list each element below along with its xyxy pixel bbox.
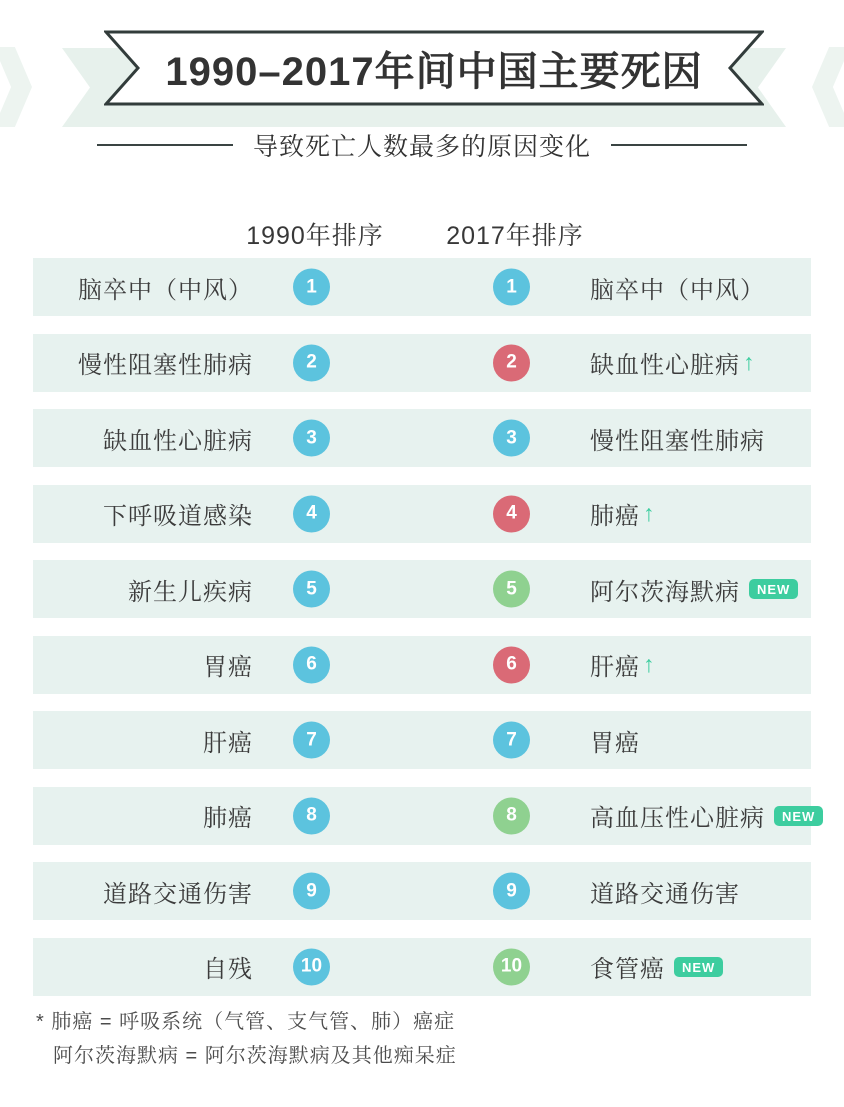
new-badge: NEW — [674, 957, 723, 977]
cause-label-1990: 脑卒中（中风） — [78, 276, 253, 304]
cause-label-1990: 道路交通伤害 — [103, 880, 253, 908]
table-row — [33, 787, 816, 845]
table-row — [33, 711, 811, 769]
subtitle-row — [0, 128, 844, 162]
subtitle-rule-left — [97, 144, 233, 146]
table-row — [33, 258, 811, 316]
cause-label-2017: 脑卒中（中风） — [590, 276, 765, 304]
cause-cell-2017 — [590, 636, 656, 694]
cause-label-2017: 肝癌 — [590, 654, 640, 681]
cause-label-2017: 肺癌 — [590, 503, 640, 530]
rank-badge-1990: 5 — [293, 571, 330, 608]
subtitle-rule-right — [611, 144, 747, 146]
rank-badge-1990: 2 — [293, 344, 330, 381]
cause-cell-2017 — [590, 938, 723, 996]
cause-label-1990: 肺癌 — [203, 805, 253, 832]
rank-up-arrow-icon: ↑ — [643, 500, 656, 526]
table-row — [33, 862, 811, 920]
cause-cell-2017 — [590, 409, 765, 467]
rank-badge-1990: 10 — [293, 948, 330, 985]
cause-cell-2017 — [590, 787, 823, 845]
page-subtitle: 导致死亡人数最多的原因变化 — [252, 133, 591, 161]
cause-label-2017: 食管癌 — [590, 956, 665, 983]
cause-label-2017: 缺血性心脏病 — [590, 352, 740, 379]
table-row — [33, 560, 811, 618]
cause-label-2017: 高血压性心脏病 — [590, 805, 765, 832]
rank-up-arrow-icon: ↑ — [643, 651, 656, 677]
rank-badge-2017: 9 — [493, 873, 530, 910]
rank-badge-2017: 10 — [493, 948, 530, 985]
cause-label-1990: 缺血性心脏病 — [103, 427, 253, 455]
cause-label-2017: 道路交通伤害 — [590, 880, 740, 908]
column-header-2017: 2017年排序 — [446, 222, 584, 250]
column-header-1990: 1990年排序 — [246, 222, 384, 250]
table-row — [33, 938, 811, 996]
cause-cell-2017 — [590, 862, 740, 920]
rank-badge-2017: 2 — [493, 344, 530, 381]
cause-label-1990: 胃癌 — [203, 654, 253, 681]
cause-cell-2017 — [590, 560, 798, 618]
cause-label-1990: 新生儿疾病 — [128, 578, 253, 606]
cause-label-2017: 胃癌 — [590, 729, 640, 757]
ribbon-tail-left-icon — [0, 47, 32, 127]
rank-badge-2017: 1 — [493, 269, 530, 306]
rank-badge-1990: 4 — [293, 495, 330, 532]
page-title: 1990–2017年间中国主要死因 — [165, 49, 703, 94]
rank-badge-1990: 7 — [293, 722, 330, 759]
cause-cell-2017 — [590, 711, 640, 769]
ribbon-tail-right-icon — [812, 47, 844, 127]
cause-label-1990: 肝癌 — [203, 729, 253, 757]
rank-badge-2017: 3 — [493, 420, 530, 457]
cause-label-1990: 下呼吸道感染 — [103, 503, 253, 530]
table-row — [33, 636, 811, 694]
rank-table — [33, 258, 816, 1013]
rank-badge-1990: 3 — [293, 420, 330, 457]
cause-label-2017: 慢性阻塞性肺病 — [590, 427, 765, 455]
cause-label-1990: 自残 — [203, 956, 253, 983]
rank-badge-2017: 7 — [493, 722, 530, 759]
rank-badge-2017: 5 — [493, 571, 530, 608]
footnote — [36, 1005, 457, 1073]
table-row — [33, 485, 811, 543]
new-badge: NEW — [749, 579, 798, 599]
rank-up-arrow-icon: ↑ — [743, 349, 756, 375]
cause-cell-2017 — [590, 485, 656, 543]
cause-label-2017: 阿尔茨海默病 — [590, 578, 740, 606]
new-badge: NEW — [774, 806, 823, 826]
table-row — [33, 409, 811, 467]
rank-badge-1990: 8 — [293, 797, 330, 834]
footnote-line-2: 阿尔茨海默病 = 阿尔茨海默病及其他痴呆症 — [53, 1045, 457, 1067]
cause-cell-2017 — [590, 258, 765, 316]
cause-cell-2017 — [590, 334, 756, 392]
rank-badge-2017: 8 — [493, 797, 530, 834]
cause-label-1990: 慢性阻塞性肺病 — [78, 352, 253, 379]
rank-badge-1990: 6 — [293, 646, 330, 683]
ribbon-banner — [104, 30, 764, 106]
rank-badge-2017: 6 — [493, 646, 530, 683]
table-row — [33, 334, 811, 392]
footnote-line-1: * 肺癌 = 呼吸系统（气管、支气管、肺）癌症 — [36, 1011, 456, 1033]
rank-badge-1990: 9 — [293, 873, 330, 910]
rank-badge-1990: 1 — [293, 269, 330, 306]
rank-badge-2017: 4 — [493, 495, 530, 532]
